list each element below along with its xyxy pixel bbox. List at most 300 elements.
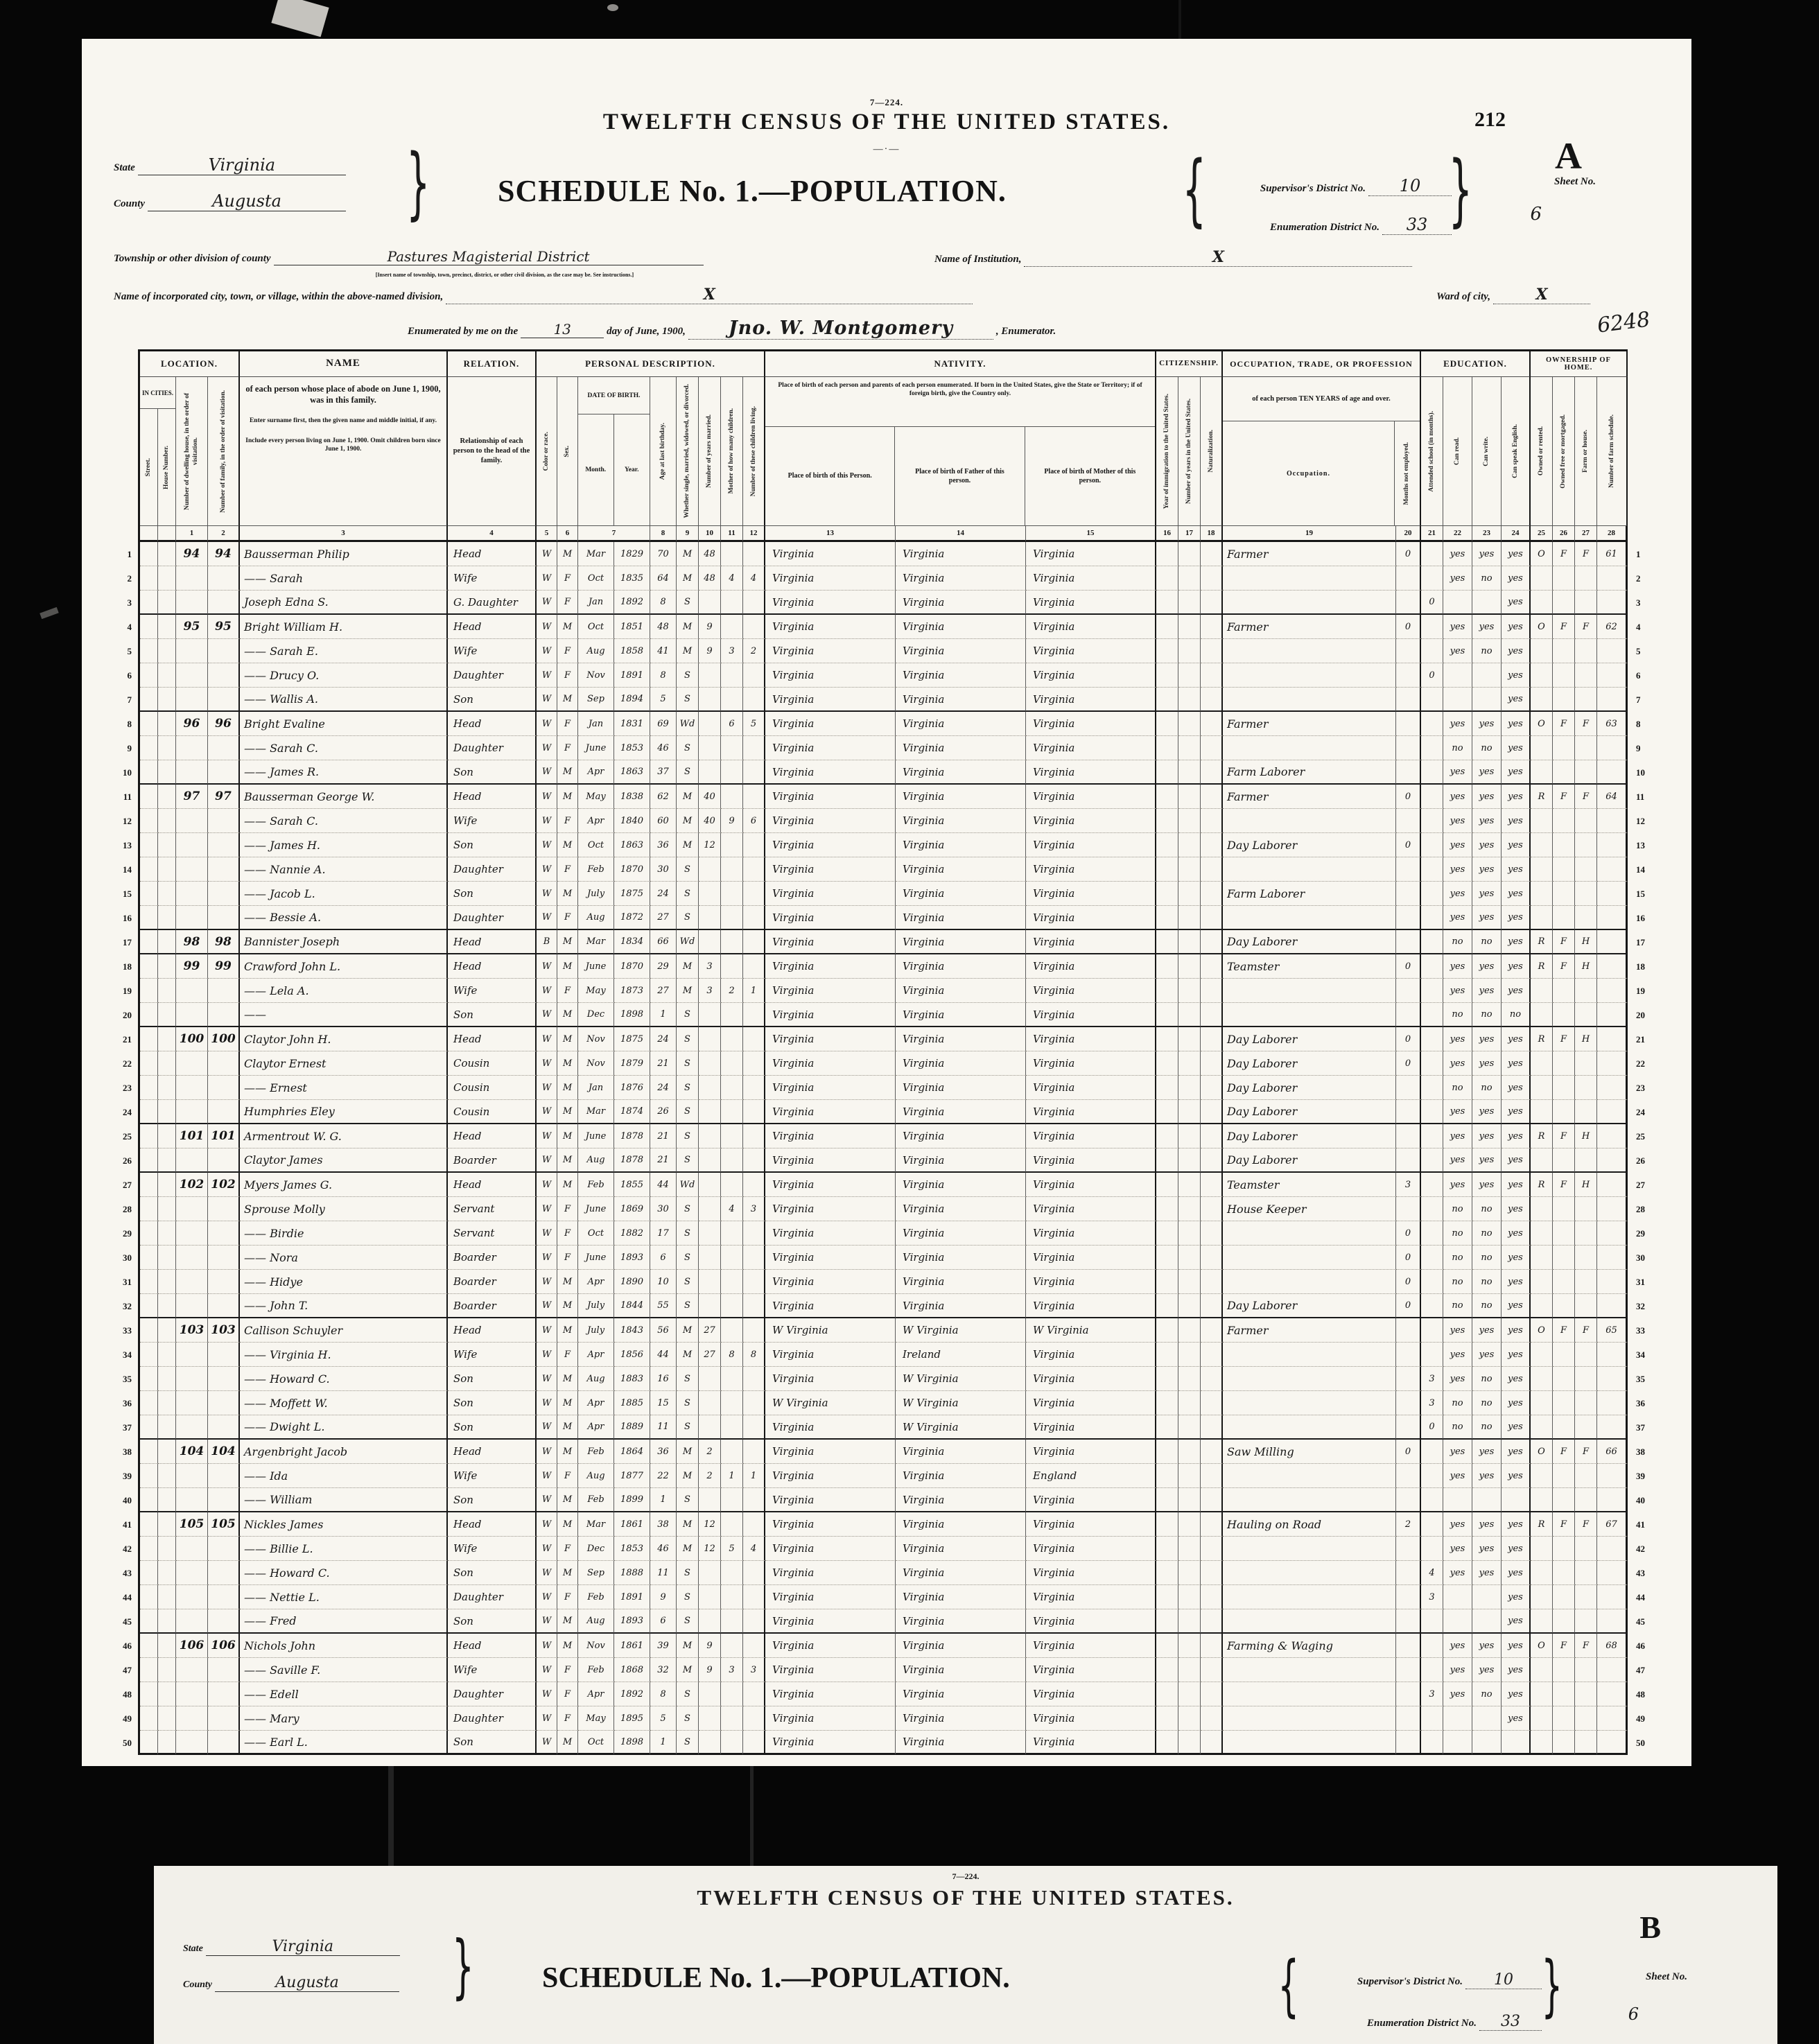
birthplace-mother: Virginia — [1026, 1682, 1156, 1706]
birthplace-person: Virginia — [765, 1076, 896, 1100]
house-number — [158, 1076, 176, 1100]
occupation — [1223, 809, 1396, 833]
table-row — [110, 1173, 1661, 1197]
farm-house: H — [1575, 1173, 1597, 1197]
column-header-owned-rented: Owned or rented. — [1531, 377, 1553, 525]
children-living — [743, 1512, 765, 1537]
birthplace-mother: Virginia — [1026, 736, 1156, 760]
occupation: Farming & Waging — [1223, 1634, 1396, 1658]
street — [140, 736, 158, 760]
mother-of-children: 9 — [721, 809, 743, 833]
color-race: W — [537, 1537, 557, 1561]
children-living: 6 — [743, 809, 765, 833]
name-instruction-2: Include every person living on June 1, 1900. Omit children born since June 1, 1900. — [245, 437, 441, 453]
column-number-write: 23 — [1472, 525, 1502, 542]
house-number — [158, 1318, 176, 1343]
street — [140, 542, 158, 566]
relation: Wife — [448, 1537, 537, 1561]
naturalization — [1201, 1318, 1223, 1343]
form-number: 7—224. — [869, 97, 904, 107]
naturalization — [1201, 906, 1223, 930]
years-married — [699, 1221, 721, 1246]
months-not-employed — [1396, 639, 1421, 663]
birthplace-mother: Virginia — [1026, 1391, 1156, 1415]
line-number-left: 26 — [110, 1148, 140, 1173]
relation: Wife — [448, 1343, 537, 1367]
birth-month: Aug — [578, 1148, 614, 1173]
house-number — [158, 1537, 176, 1561]
mother-of-children — [721, 615, 743, 639]
can-read: yes — [1443, 857, 1472, 882]
person-name: —— John T. — [240, 1294, 448, 1318]
house-number — [158, 1488, 176, 1512]
birth-year: 1858 — [614, 639, 650, 663]
attended-school — [1421, 833, 1443, 857]
can-write: yes — [1472, 712, 1502, 736]
sex: F — [557, 639, 578, 663]
line-number-right: 22 — [1636, 1058, 1645, 1069]
line-number-right: 26 — [1636, 1155, 1645, 1166]
age: 6 — [650, 1246, 677, 1270]
years-married — [699, 1051, 721, 1076]
farm-schedule-number — [1597, 1270, 1628, 1294]
street — [140, 857, 158, 882]
line-number-left: 45 — [110, 1609, 140, 1634]
dwelling-number — [176, 566, 208, 591]
attended-school — [1421, 1634, 1443, 1658]
can-write — [1472, 1706, 1502, 1731]
family-number — [208, 1585, 240, 1609]
township-note: [Insert name of township, town, precinct, district, or other civil division, as the case may be. See instructions.] — [375, 272, 634, 278]
birth-year: 1863 — [614, 760, 650, 785]
line-number-right: 36 — [1636, 1397, 1645, 1408]
naturalization — [1201, 785, 1223, 809]
years-married: 9 — [699, 1634, 721, 1658]
naturalization — [1201, 1634, 1223, 1658]
children-living — [743, 1027, 765, 1051]
owned-rented: O — [1531, 615, 1553, 639]
birthplace-father: Virginia — [896, 1537, 1026, 1561]
birth-month: Oct — [578, 566, 614, 591]
farm-schedule-number — [1597, 1124, 1628, 1148]
can-speak-english: yes — [1502, 1148, 1531, 1173]
birthplace-person: Virginia — [765, 591, 896, 615]
birthplace-mother: Virginia — [1026, 1658, 1156, 1682]
naturalization — [1201, 1609, 1223, 1634]
can-write: yes — [1472, 785, 1502, 809]
can-speak-english: yes — [1502, 1512, 1531, 1537]
years-married — [699, 930, 721, 954]
person-name: Nickles James — [240, 1512, 448, 1537]
naturalization — [1201, 930, 1223, 954]
house-number — [158, 1246, 176, 1270]
immigration-year — [1156, 1585, 1178, 1609]
birthplace-father: Virginia — [896, 954, 1026, 979]
birth-year: 1863 — [614, 833, 650, 857]
table-row — [110, 1027, 1661, 1051]
can-write: yes — [1472, 857, 1502, 882]
immigration-year — [1156, 663, 1178, 688]
table-row — [110, 1537, 1661, 1561]
dwelling-number: 106 — [176, 1634, 208, 1658]
family-number — [208, 1731, 240, 1755]
person-name: Armentrout W. G. — [240, 1124, 448, 1148]
line-number-left: 27 — [110, 1173, 140, 1197]
children-living — [743, 1415, 765, 1440]
house-number — [158, 1173, 176, 1197]
house-number — [158, 1294, 176, 1318]
birthplace-person: Virginia — [765, 639, 896, 663]
birthplace-mother: Virginia — [1026, 1415, 1156, 1440]
can-speak-english: yes — [1502, 760, 1531, 785]
age: 69 — [650, 712, 677, 736]
owned-free-mortgaged — [1553, 979, 1575, 1003]
gutter-right — [1628, 349, 1661, 377]
can-read: yes — [1443, 809, 1472, 833]
farm-house — [1575, 591, 1597, 615]
years-married — [699, 1100, 721, 1124]
children-living: 5 — [743, 712, 765, 736]
birthplace-father: Virginia — [896, 1173, 1026, 1197]
occupation: Day Laborer — [1223, 1148, 1396, 1173]
marital-status: S — [677, 1585, 699, 1609]
attended-school: 3 — [1421, 1367, 1443, 1391]
years-married — [699, 1609, 721, 1634]
birthplace-person: Virginia — [765, 1294, 896, 1318]
farm-schedule-number — [1597, 591, 1628, 615]
sex: F — [557, 1706, 578, 1731]
can-read: no — [1443, 1076, 1472, 1100]
birthplace-father: Virginia — [896, 1197, 1026, 1221]
farm-schedule-number — [1597, 833, 1628, 857]
ownership-subheader — [1531, 377, 1628, 525]
birth-month: Dec — [578, 1537, 614, 1561]
birthplace-father: Virginia — [896, 1221, 1026, 1246]
sex: M — [557, 1294, 578, 1318]
line-number-right: 27 — [1636, 1179, 1645, 1190]
family-number: 100 — [208, 1027, 240, 1051]
can-write: no — [1472, 1294, 1502, 1318]
birth-month: Dec — [578, 1003, 614, 1027]
street — [140, 1318, 158, 1343]
farm-house: F — [1575, 1440, 1597, 1464]
table-row — [110, 809, 1661, 833]
owned-free-mortgaged — [1553, 1294, 1575, 1318]
attended-school — [1421, 1197, 1443, 1221]
children-living — [743, 1609, 765, 1634]
city-line — [114, 286, 973, 304]
relation: Wife — [448, 979, 537, 1003]
immigration-year — [1156, 1051, 1178, 1076]
birthplace-father: Virginia — [896, 1100, 1026, 1124]
years-married — [699, 882, 721, 906]
line-number-left: 6 — [110, 663, 140, 688]
farm-schedule-number — [1597, 1197, 1628, 1221]
farm-schedule-number — [1597, 1391, 1628, 1415]
years-married: 12 — [699, 1537, 721, 1561]
farm-house — [1575, 979, 1597, 1003]
sex: M — [557, 1100, 578, 1124]
color-race: W — [537, 1682, 557, 1706]
naturalization — [1201, 1706, 1223, 1731]
table-row — [110, 736, 1661, 760]
owned-free-mortgaged — [1553, 760, 1575, 785]
supervisors-district-value: 10 — [1494, 1971, 1513, 1989]
years-in-us — [1178, 1294, 1201, 1318]
house-number — [158, 1367, 176, 1391]
can-read — [1443, 1585, 1472, 1609]
birth-month: Apr — [578, 1391, 614, 1415]
dwelling-number — [176, 1585, 208, 1609]
dwelling-number — [176, 1488, 208, 1512]
children-living — [743, 1585, 765, 1609]
group-occupation: OCCUPATION, TRADE, OR PROFESSION — [1223, 349, 1421, 377]
mother-of-children — [721, 591, 743, 615]
sex: F — [557, 1585, 578, 1609]
family-number — [208, 1294, 240, 1318]
birthplace-person: Virginia — [765, 1051, 896, 1076]
relation: Son — [448, 688, 537, 712]
sex: M — [557, 1488, 578, 1512]
table-row — [110, 954, 1661, 979]
can-speak-english: yes — [1502, 566, 1531, 591]
birthplace-father: Ireland — [896, 1343, 1026, 1367]
years-in-us — [1178, 1124, 1201, 1148]
sex: M — [557, 1415, 578, 1440]
can-write: yes — [1472, 809, 1502, 833]
relation: Head — [448, 542, 537, 566]
table-row — [110, 542, 1661, 566]
marital-status: S — [677, 760, 699, 785]
column-number-eng: 24 — [1502, 525, 1531, 542]
house-number — [158, 1440, 176, 1464]
birth-month: Oct — [578, 615, 614, 639]
house-number — [158, 1464, 176, 1488]
census-table — [110, 349, 1661, 1755]
marital-status: S — [677, 1294, 699, 1318]
street — [140, 1512, 158, 1537]
immigration-year — [1156, 1343, 1178, 1367]
gutter-right — [1628, 377, 1661, 525]
line-number-right: 12 — [1636, 815, 1645, 826]
years-in-us — [1178, 785, 1201, 809]
relation: Son — [448, 760, 537, 785]
relation: Head — [448, 1124, 537, 1148]
birthplace-person: Virginia — [765, 979, 896, 1003]
group-citizenship: CITIZENSHIP. — [1156, 349, 1223, 377]
farm-house — [1575, 566, 1597, 591]
years-in-us — [1178, 906, 1201, 930]
can-speak-english: yes — [1502, 1634, 1531, 1658]
line-number-right: 30 — [1636, 1252, 1645, 1263]
birth-year: 1834 — [614, 930, 650, 954]
mother-of-children: 4 — [721, 566, 743, 591]
line-number-left: 2 — [110, 566, 140, 591]
attended-school — [1421, 1512, 1443, 1537]
attended-school — [1421, 1537, 1443, 1561]
birthplace-mother: Virginia — [1026, 1076, 1156, 1100]
years-married — [699, 1027, 721, 1051]
mother-of-children — [721, 1270, 743, 1294]
months-not-employed — [1396, 1706, 1421, 1731]
children-living: 2 — [743, 639, 765, 663]
years-in-us — [1178, 930, 1201, 954]
mother-of-children: 2 — [721, 979, 743, 1003]
color-race: W — [537, 760, 557, 785]
birthplace-person: Virginia — [765, 615, 896, 639]
marital-status: S — [677, 663, 699, 688]
street — [140, 1367, 158, 1391]
attended-school: 0 — [1421, 663, 1443, 688]
attended-school — [1421, 1440, 1443, 1464]
occupation: Day Laborer — [1223, 1051, 1396, 1076]
farm-schedule-number — [1597, 1051, 1628, 1076]
age: 9 — [650, 1585, 677, 1609]
relation: Daughter — [448, 906, 537, 930]
age: 8 — [650, 591, 677, 615]
can-read: no — [1443, 1391, 1472, 1415]
family-number — [208, 1221, 240, 1246]
marital-status: S — [677, 1488, 699, 1512]
owned-free-mortgaged: F — [1553, 712, 1575, 736]
column-number-mar: 9 — [677, 525, 699, 542]
supervisors-district-line — [1260, 176, 1452, 196]
farm-schedule-number — [1597, 1609, 1628, 1634]
birth-year: 1893 — [614, 1246, 650, 1270]
can-speak-english: yes — [1502, 833, 1531, 857]
birthplace-person: Virginia — [765, 1464, 896, 1488]
sex: M — [557, 1367, 578, 1391]
immigration-year — [1156, 1537, 1178, 1561]
line-number-left: 14 — [110, 857, 140, 882]
attended-school — [1421, 542, 1443, 566]
farm-schedule-number — [1597, 1415, 1628, 1440]
birth-year: 1838 — [614, 785, 650, 809]
years-in-us — [1178, 1173, 1201, 1197]
can-write: no — [1472, 1391, 1502, 1415]
farm-house — [1575, 906, 1597, 930]
attended-school — [1421, 1488, 1443, 1512]
birthplace-person: Virginia — [765, 857, 896, 882]
occupation: Day Laborer — [1223, 1027, 1396, 1051]
family-number: 104 — [208, 1440, 240, 1464]
column-header-birthplace-person: Place of birth of this Person. — [765, 427, 895, 525]
sex: F — [557, 1682, 578, 1706]
relation: Daughter — [448, 736, 537, 760]
house-number — [158, 1585, 176, 1609]
owned-free-mortgaged — [1553, 1343, 1575, 1367]
naturalization — [1201, 1391, 1223, 1415]
marital-status: M — [677, 1537, 699, 1561]
owned-rented — [1531, 1706, 1553, 1731]
dwelling-number — [176, 1609, 208, 1634]
birthplace-father: Virginia — [896, 542, 1026, 566]
age: 11 — [650, 1561, 677, 1585]
naturalization — [1201, 1537, 1223, 1561]
farm-house — [1575, 1585, 1597, 1609]
column-number-moth: 11 — [721, 525, 743, 542]
color-race: W — [537, 1658, 557, 1682]
relation: Head — [448, 615, 537, 639]
farm-house: F — [1575, 785, 1597, 809]
person-name: —— Ida — [240, 1464, 448, 1488]
line-number-left: 17 — [110, 930, 140, 954]
birth-year: 1840 — [614, 809, 650, 833]
years-in-us — [1178, 615, 1201, 639]
line-number-left: 50 — [110, 1731, 140, 1755]
birth-year: 1899 — [614, 1488, 650, 1512]
dwelling-number — [176, 1051, 208, 1076]
color-race: W — [537, 809, 557, 833]
attended-school — [1421, 1173, 1443, 1197]
family-number — [208, 1051, 240, 1076]
line-number-right: 6 — [1636, 670, 1641, 681]
street — [140, 833, 158, 857]
birthplace-father: Virginia — [896, 1658, 1026, 1682]
can-write — [1472, 1609, 1502, 1634]
table-body — [110, 542, 1661, 1755]
immigration-year — [1156, 760, 1178, 785]
color-race: W — [537, 639, 557, 663]
street — [140, 1658, 158, 1682]
dwelling-number — [176, 1464, 208, 1488]
house-number — [158, 639, 176, 663]
street — [140, 566, 158, 591]
street — [140, 615, 158, 639]
table-row — [110, 1512, 1661, 1537]
birth-year: 1885 — [614, 1391, 650, 1415]
birth-month: Aug — [578, 1609, 614, 1634]
family-number — [208, 736, 240, 760]
age: 44 — [650, 1343, 677, 1367]
months-not-employed: 2 — [1396, 1512, 1421, 1537]
line-number-left: 12 — [110, 809, 140, 833]
farm-schedule-number — [1597, 954, 1628, 979]
owned-rented — [1531, 736, 1553, 760]
marital-status: S — [677, 1124, 699, 1148]
can-read: yes — [1443, 1051, 1472, 1076]
birth-year: 1895 — [614, 1706, 650, 1731]
sex: M — [557, 1076, 578, 1100]
census-page-a — [82, 39, 1691, 1766]
name-description: of each person whose place of abode on June 1, 1900, was in this family. — [245, 384, 441, 405]
children-living — [743, 1318, 765, 1343]
owned-free-mortgaged — [1553, 1246, 1575, 1270]
age: 1 — [650, 1488, 677, 1512]
can-read: yes — [1443, 906, 1472, 930]
institution-line — [934, 248, 1412, 267]
family-number — [208, 688, 240, 712]
house-number — [158, 1706, 176, 1731]
house-number — [158, 1100, 176, 1124]
can-speak-english: yes — [1502, 1051, 1531, 1076]
house-number — [158, 1051, 176, 1076]
relation: Daughter — [448, 663, 537, 688]
age: 30 — [650, 1197, 677, 1221]
birthplace-mother: Virginia — [1026, 1367, 1156, 1391]
owned-rented: R — [1531, 1512, 1553, 1537]
dwelling-number: 104 — [176, 1440, 208, 1464]
can-speak-english: yes — [1502, 1440, 1531, 1464]
marital-status: Wd — [677, 712, 699, 736]
relation: Boarder — [448, 1148, 537, 1173]
occupation: Day Laborer — [1223, 930, 1396, 954]
relation: Cousin — [448, 1076, 537, 1100]
children-living: 3 — [743, 1197, 765, 1221]
occupation — [1223, 1585, 1396, 1609]
occupation — [1223, 1270, 1396, 1294]
marital-status: S — [677, 1148, 699, 1173]
